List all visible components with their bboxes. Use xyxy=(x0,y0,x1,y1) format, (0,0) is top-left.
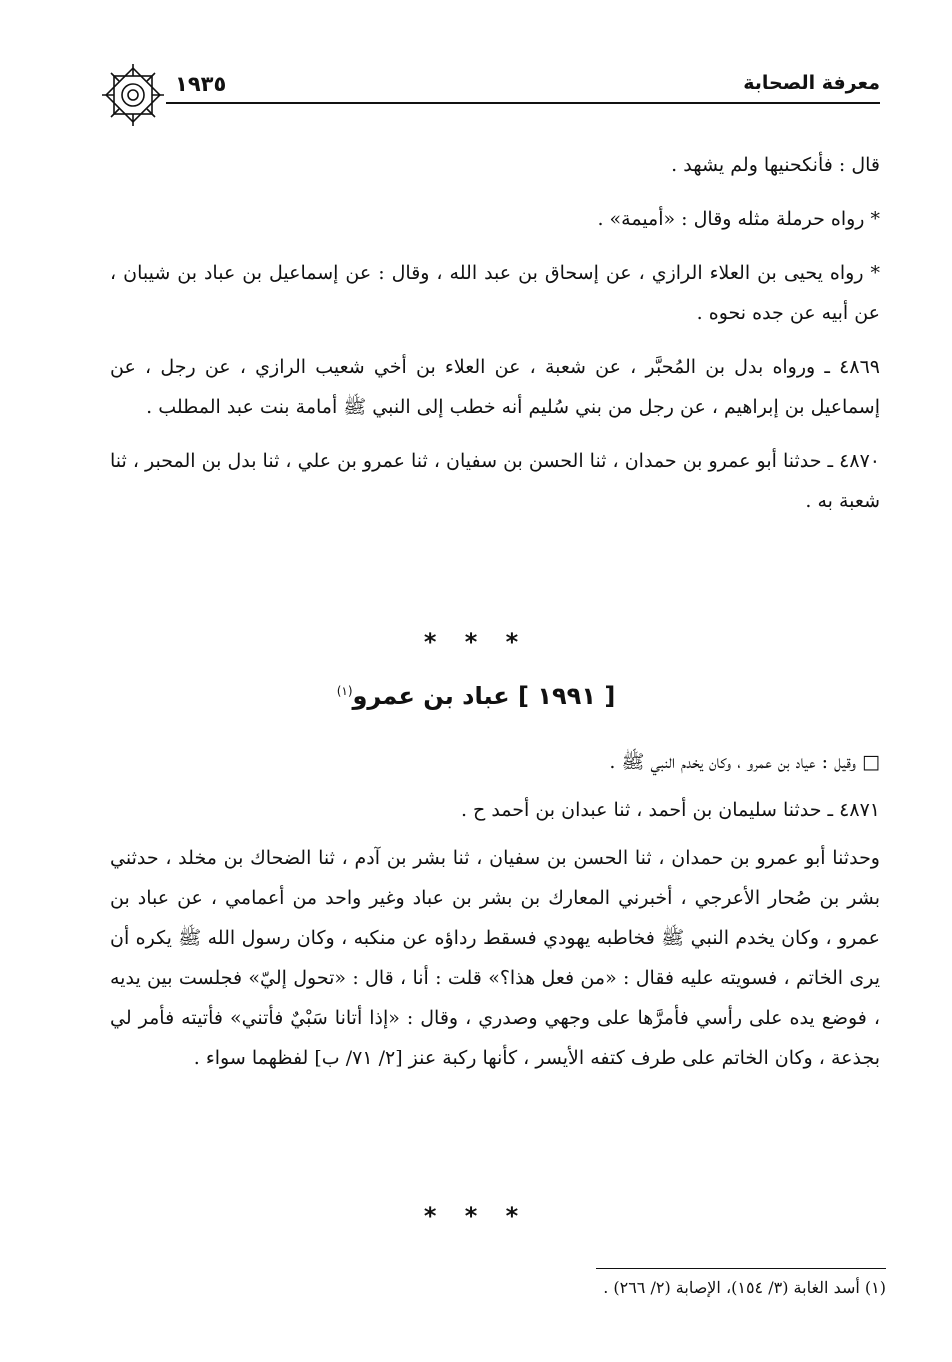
section-separator: * * * xyxy=(423,1202,529,1230)
paragraph: * رواه حرملة مثله وقال : «أميمة» . xyxy=(597,208,880,230)
header-rule xyxy=(166,102,880,104)
section-number: [ ١٩٩١ ] xyxy=(518,682,616,710)
page-header xyxy=(100,62,880,122)
section-name: عباد بن عمرو xyxy=(352,682,510,710)
section-heading xyxy=(0,682,952,710)
footnote-rule xyxy=(596,1268,886,1269)
hadith-4870: ٤٨٧٠ ـ حدثنا أبو عمرو بن حمدان ، ثنا الحسن بن سفيان ، ثنا عمرو بن علي ، ثنا بدل بن المحبر ، ثنا شعبة به . xyxy=(110,450,880,512)
book-title: معرفة الصحابة xyxy=(743,72,880,94)
paragraph: * رواه يحيى بن العلاء الرازي ، عن إسحاق بن عبد الله ، وقال : عن إسماعيل بن عباد بن شيبان ، عن أبيه عن جده نحوه . xyxy=(110,262,880,324)
octagram-ornament-icon xyxy=(100,62,166,128)
page-number: ١٩٣٥ xyxy=(175,72,227,96)
footnote-marker: (١) xyxy=(336,684,353,698)
footnote: (١) أسد الغابة (٣/ ١٥٤)، الإصابة (٢/ ٢٦٦) . xyxy=(603,1278,886,1297)
text-block-1 xyxy=(110,145,880,521)
paragraph: قال : فأنكحنيها ولم يشهد . xyxy=(671,154,880,176)
hadith-4869: ٤٨٦٩ ـ ورواه بدل بن المُحبَّر ، عن شعبة ، عن العلاء بن أخي شعيب الرازي ، عن رجل ، عن إسماعيل بن إبراهيم ، عن رجل من بني سُليم أنه خطب إلى النبي ﷺ أمامة بنت عبد المطلب . xyxy=(110,356,880,418)
paragraph: □ وقيل : عياد بن عمرو ، وكان يخدم النبي ﷺ . xyxy=(609,751,880,773)
paragraph: وحدثنا أبو عمرو بن حمدان ، ثنا الحسن بن سفيان ، ثنا بشر بن آدم ، ثنا الضحاك بن مخلد ، حدثني بشر بن صُحار الأعرجي ، أخبرني المعارك بن بشر بن عباد وغير واحد من أعمامي ، عن عباد بن عمرو ، وكان يخدم النبي ﷺ فخاطبه يهودي فسقط رداؤه عن منكبه ، وكان رسول الله ﷺ يكره أن يرى الخاتم ، فسويته عليه فقال : «من فعل هذا؟» قلت : أنا ، قال : «تحول إليّ» فجلست بين يديه ، فوضع يده على رأسي فأمرَّها على وجهي وصدري ، وقال : «إذا أتانا سَبْيٌ فأتني» فأتيته فأمر لي بجذعة ، وكان الخاتم على طرف كتفه الأيسر ، كأنها ركبة عنز [٢/ ٧١/ ب] لفظهما سواء . xyxy=(110,847,880,1069)
text-block-2 xyxy=(110,742,880,1078)
section-separator: * * * xyxy=(423,628,529,656)
hadith-4871: ٤٨٧١ ـ حدثنا سليمان بن أحمد ، ثنا عبدان بن أحمد ح . xyxy=(460,799,880,821)
